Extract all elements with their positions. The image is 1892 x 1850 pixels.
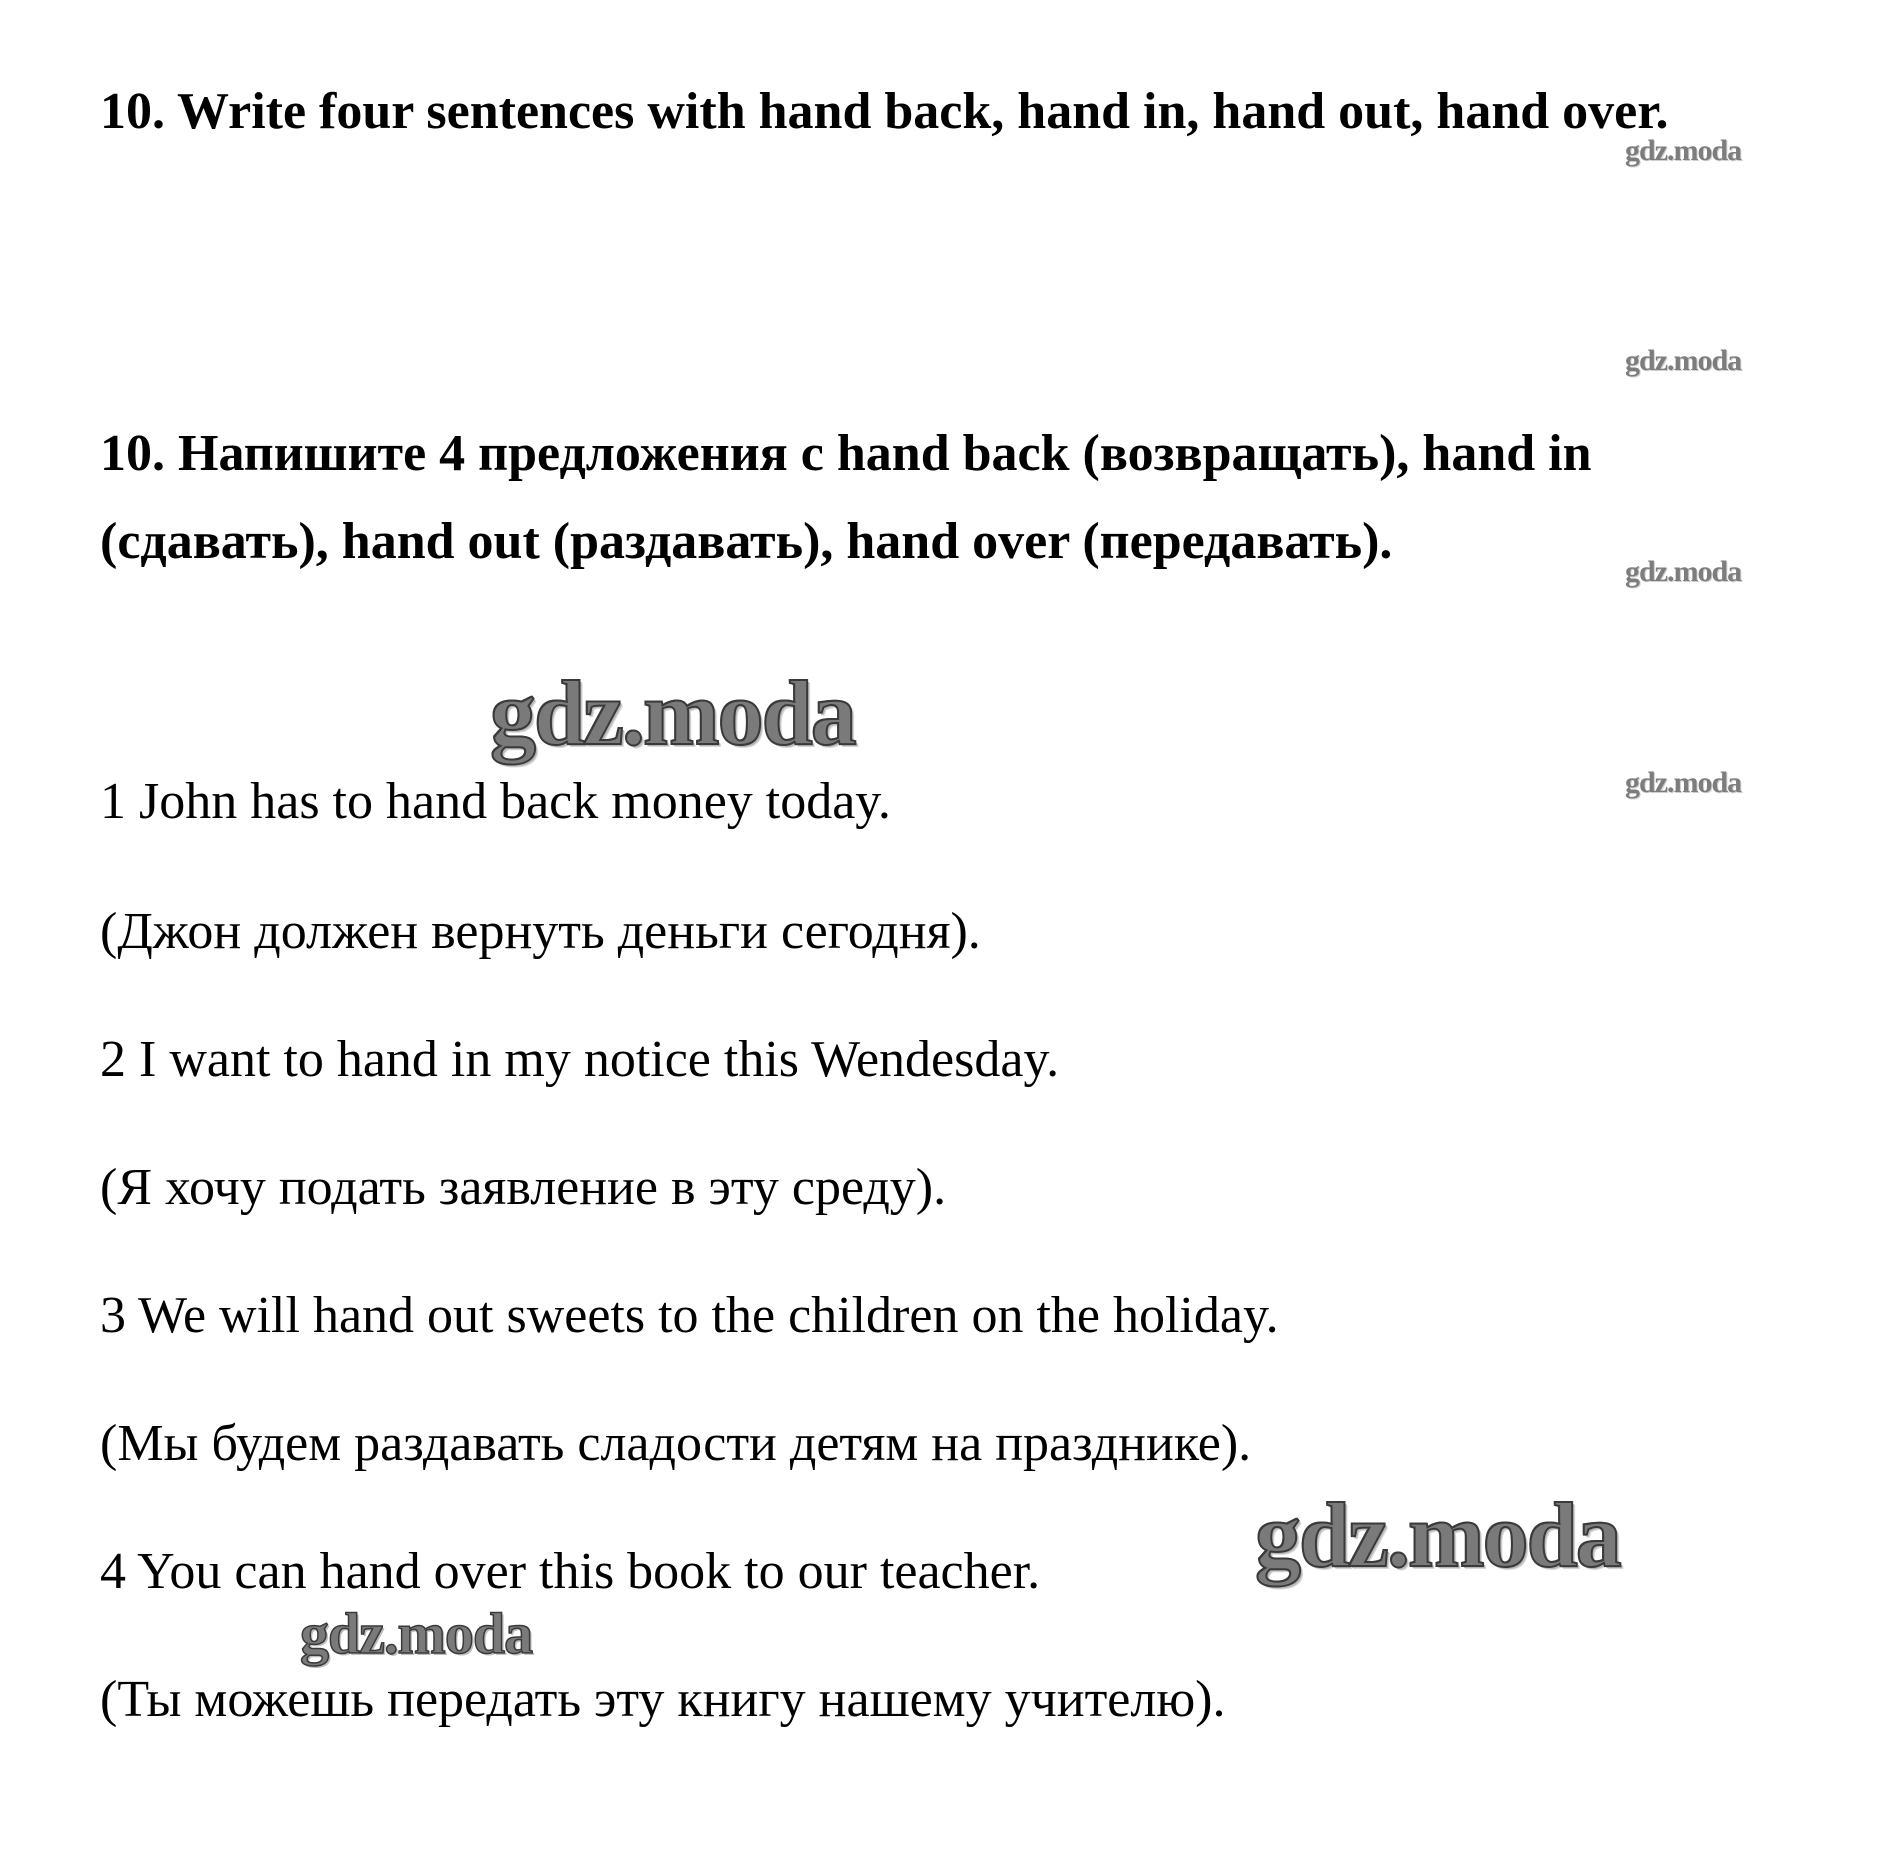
watermark: gdz.moda — [300, 1601, 533, 1666]
answer-4-russian: (Ты можешь передать эту книгу нашему учителю). — [100, 1671, 1226, 1728]
task-heading-russian: 10. Напишите 4 предложения с hand back (возвращать), hand in (сдавать), hand out (раздавать), hand over (передавать). — [100, 425, 1592, 570]
answer-3-russian: (Мы будем раздавать сладости детям на празднике). — [100, 1415, 1252, 1472]
answer-4-english: 4 You can hand over this book to our teacher. — [100, 1543, 1041, 1600]
answer-3-english: 3 We will hand out sweets to the children on the holiday. — [100, 1287, 1279, 1344]
answer-2-english: 2 I want to hand in my notice this Wendesday. — [100, 1031, 1060, 1088]
watermark: gdz.moda — [490, 662, 855, 764]
watermark: gdz.moda — [1625, 766, 1742, 799]
watermark: gdz.moda — [1625, 555, 1742, 588]
answer-1-english: 1 John has to hand back money today. — [100, 773, 891, 830]
answer-1-russian: (Джон должен вернуть деньги сегодня). — [100, 903, 981, 960]
watermark: gdz.moda — [1625, 344, 1742, 377]
answer-2-russian: (Я хочу подать заявление в эту среду). — [100, 1159, 947, 1216]
watermark: gdz.moda — [1625, 134, 1742, 167]
watermark: gdz.moda — [1255, 1484, 1620, 1586]
task-heading-english: 10. Write four sentences with hand back, hand in, hand out, hand over. — [100, 83, 1669, 140]
